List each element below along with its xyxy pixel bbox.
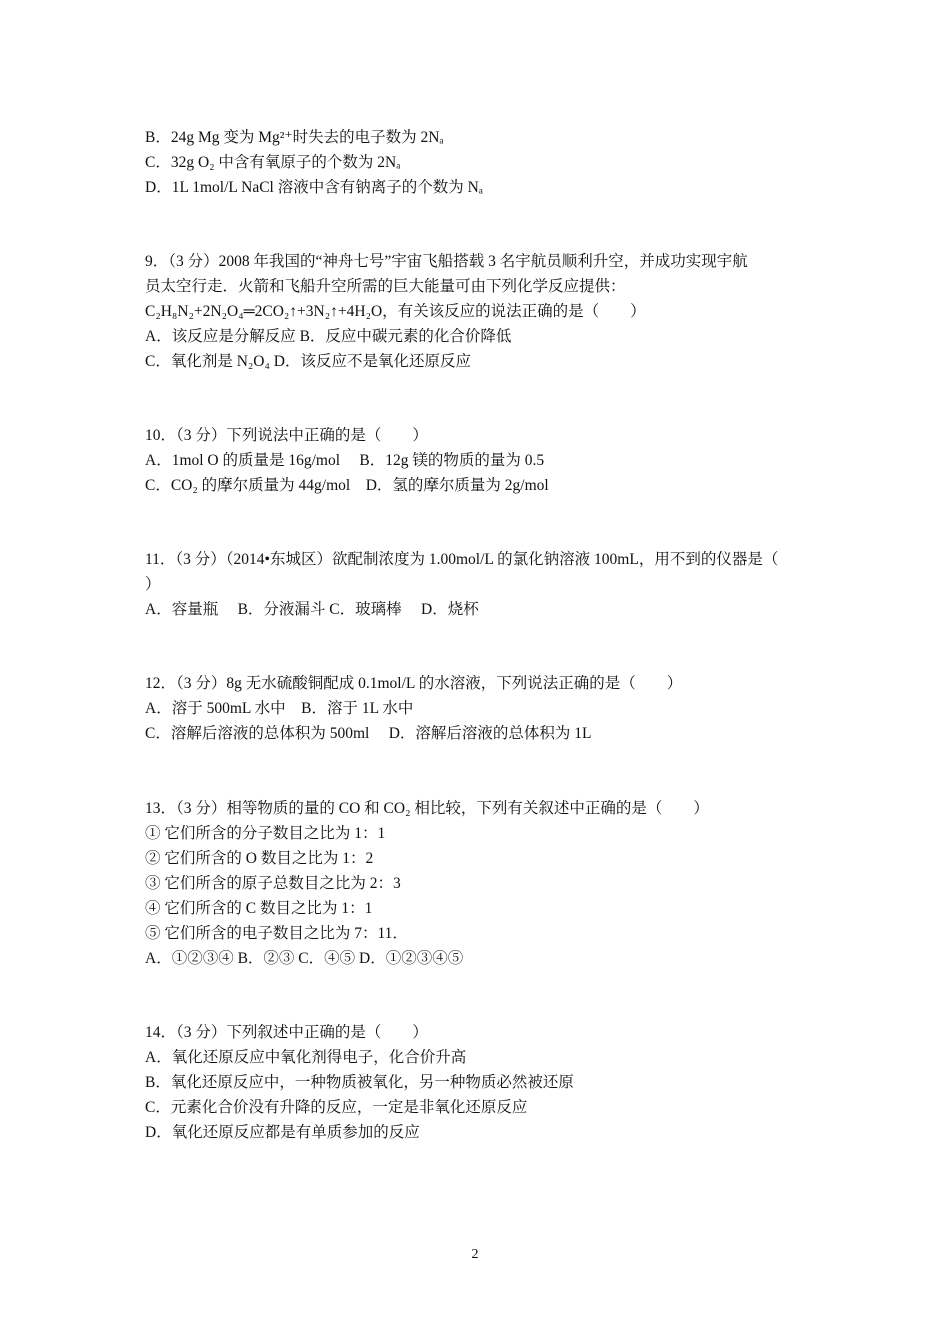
question-11-stem-line-1: 11．（3 分）（2014•东城区）欲配制浓度为 1.00mol/L 的氯化钠溶液 100mL，用不到的仪器是（ [145, 551, 779, 568]
question-9-equation: C₂H₈N₂+2N₂O₄═2CO₂↑+3N₂↑+4H₂O，有关该反应的说法正确的是（ ） [145, 303, 646, 320]
question-9-stem-line-1: 9．（3 分）2008 年我国的“神舟七号”宇宙飞船搭载 3 名宇航员顺利升空，并成功实现宇航 [145, 253, 748, 270]
question-12-options-cd: C．溶解后溶液的总体积为 500ml D．溶解后溶液的总体积为 1L [145, 725, 592, 742]
question-13-statement-2: ② 它们所含的 O 数目之比为 1：2 [145, 850, 374, 867]
question-9-options-cd: C．氧化剂是 N₂O₄ D．该反应不是氧化还原反应 [145, 353, 471, 370]
question-13-stem: 13．（3 分）相等物质的量的 CO 和 CO₂ 相比较，下列有关叙述中正确的是（ ） [145, 800, 709, 817]
question-9-stem-line-2: 员太空行走．火箭和飞船升空所需的巨大能量可由下列化学反应提供： [145, 278, 626, 295]
question-11-options: A．容量瓶 B．分液漏斗 C．玻璃棒 D．烧杯 [145, 601, 479, 618]
question-11-stem-line-2: ） [145, 576, 161, 593]
question-14-option-d: D．氧化还原反应都是有单质参加的反应 [145, 1124, 420, 1141]
question-14-stem: 14．（3 分）下列叙述中正确的是（ ） [145, 1024, 428, 1041]
question-10-options-ab: A．1mol O 的质量是 16g/mol B．12g 镁的物质的量为 0.5 [145, 452, 545, 469]
question-8-option-d: D．1L 1mol/L NaCl 溶液中含有钠离子的个数为 Nₐ [145, 179, 484, 196]
question-10-stem: 10．（3 分）下列说法中正确的是（ ） [145, 427, 428, 444]
question-13-statement-1: ① 它们所含的分子数目之比为 1：1 [145, 825, 386, 842]
question-10-options-cd: C．CO₂ 的摩尔质量为 44g/mol D．氢的摩尔质量为 2g/mol [145, 477, 549, 494]
question-14-option-b: B．氧化还原反应中，一种物质被氧化，另一种物质必然被还原 [145, 1074, 574, 1091]
question-14-option-a: A．氧化还原反应中氧化剂得电子，化合价升高 [145, 1049, 467, 1066]
question-13-options: A．①②③④ B．②③ C．④⑤ D．①②③④⑤ [145, 950, 464, 967]
question-12-options-ab: A．溶于 500mL 水中 B．溶于 1L 水中 [145, 700, 414, 717]
question-14-option-c: C．元素化合价没有升降的反应，一定是非氧化还原反应 [145, 1099, 528, 1116]
question-13-statement-5: ⑤ 它们所含的电子数目之比为 7：11． [145, 925, 408, 942]
question-13-statement-4: ④ 它们所含的 C 数目之比为 1：1 [145, 900, 373, 917]
question-13-statement-3: ③ 它们所含的原子总数目之比为 2：3 [145, 875, 401, 892]
question-9-options-ab: A．该反应是分解反应 B．反应中碳元素的化合价降低 [145, 328, 512, 345]
question-8-option-b: B．24g Mg 变为 Mg²⁺时失去的电子数为 2Nₐ [145, 129, 444, 146]
question-8-option-c: C．32g O₂ 中含有氧原子的个数为 2Nₐ [145, 154, 401, 171]
question-12-stem: 12．（3 分）8g 无水硫酸铜配成 0.1mol/L 的水溶液，下列说法正确的是（ ） [145, 675, 683, 692]
page-number: 2 [471, 1247, 479, 1262]
